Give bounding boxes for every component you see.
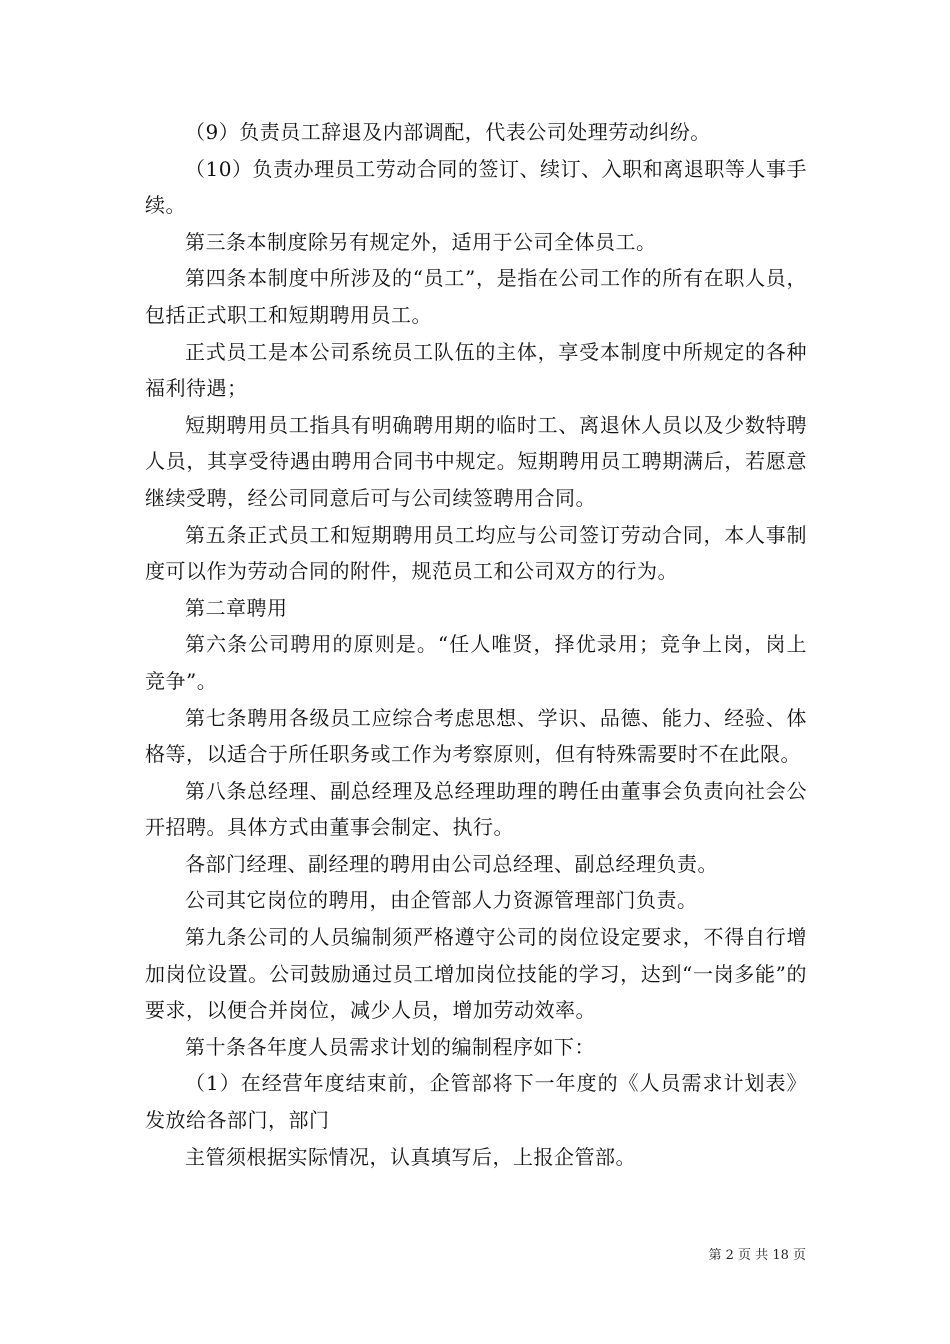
page-number-footer: 第 2 页 共 18 页 — [708, 1248, 806, 1263]
paragraph: （1）在经营年度结束前，企管部将下一年度的《人员需求计划表》发放给各部门，部门 — [145, 1071, 807, 1133]
paragraph: 短期聘用员工指具有明确聘用期的临时工、离退休人员以及少数特聘人员，其享受待遇由聘用合同书中规定。短期聘用员工聘期满后，若愿意继续受聘，经公司同意后可与公司续签聘用合同。 — [145, 412, 807, 510]
paragraph: 第七条聘用各级员工应综合考虑思想、学识、品德、能力、经验、体格等，以适合于所任职务或工作为考察原则，但有特殊需要时不在此限。 — [145, 705, 807, 767]
paragraph: 第四条本制度中所涉及的“员工”，是指在公司工作的所有在职人员，包括正式职工和短期聘用员工。 — [145, 266, 807, 327]
paragraph: 第十条各年度人员需求计划的编制程序如下： — [185, 1034, 595, 1059]
paragraph: 第三条本制度除另有规定外，适用于公司全体员工。 — [185, 229, 657, 254]
paragraph: 公司其它岗位的聘用，由企管部人力资源管理部门负责。 — [185, 888, 698, 913]
paragraph: 主管须根据实际情况，认真填写后，上报企管部。 — [185, 1144, 636, 1169]
paragraph: 第八条总经理、副总经理及总经理助理的聘任由董事会负责向社会公开招聘。具体方式由董事会制定、执行。 — [145, 778, 807, 840]
paragraph: 第九条公司的人员编制须严格遵守公司的岗位设定要求，不得自行增加岗位设置。公司鼓励通过员工增加岗位技能的学习，达到“一岗多能”的要求，以便合并岗位，减少人员，增加劳动效率。 — [145, 925, 807, 1023]
paragraph: 各部门经理、副经理的聘用由公司总经理、副总经理负责。 — [185, 851, 718, 876]
paragraph: 第六条公司聘用的原则是。“任人唯贤，择优录用；竞争上岗，岗上竞争”。 — [145, 632, 807, 693]
document-body — [145, 114, 807, 1175]
paragraph: 正式员工是本公司系统员工队伍的主体，享受本制度中所规定的各种福利待遇； — [145, 339, 807, 401]
paragraph: （10）负责办理员工劳动合同的签订、续订、入职和离退职等人事手续。 — [145, 156, 807, 218]
paragraph: 第五条正式员工和短期聘用员工均应与公司签订劳动合同，本人事制度可以作为劳动合同的附件，规范员工和公司双方的行为。 — [145, 522, 807, 584]
chapter-heading: 第二章聘用 — [185, 595, 288, 620]
paragraph: （9）负责员工辞退及内部调配，代表公司处理劳动纠纷。 — [185, 120, 711, 144]
